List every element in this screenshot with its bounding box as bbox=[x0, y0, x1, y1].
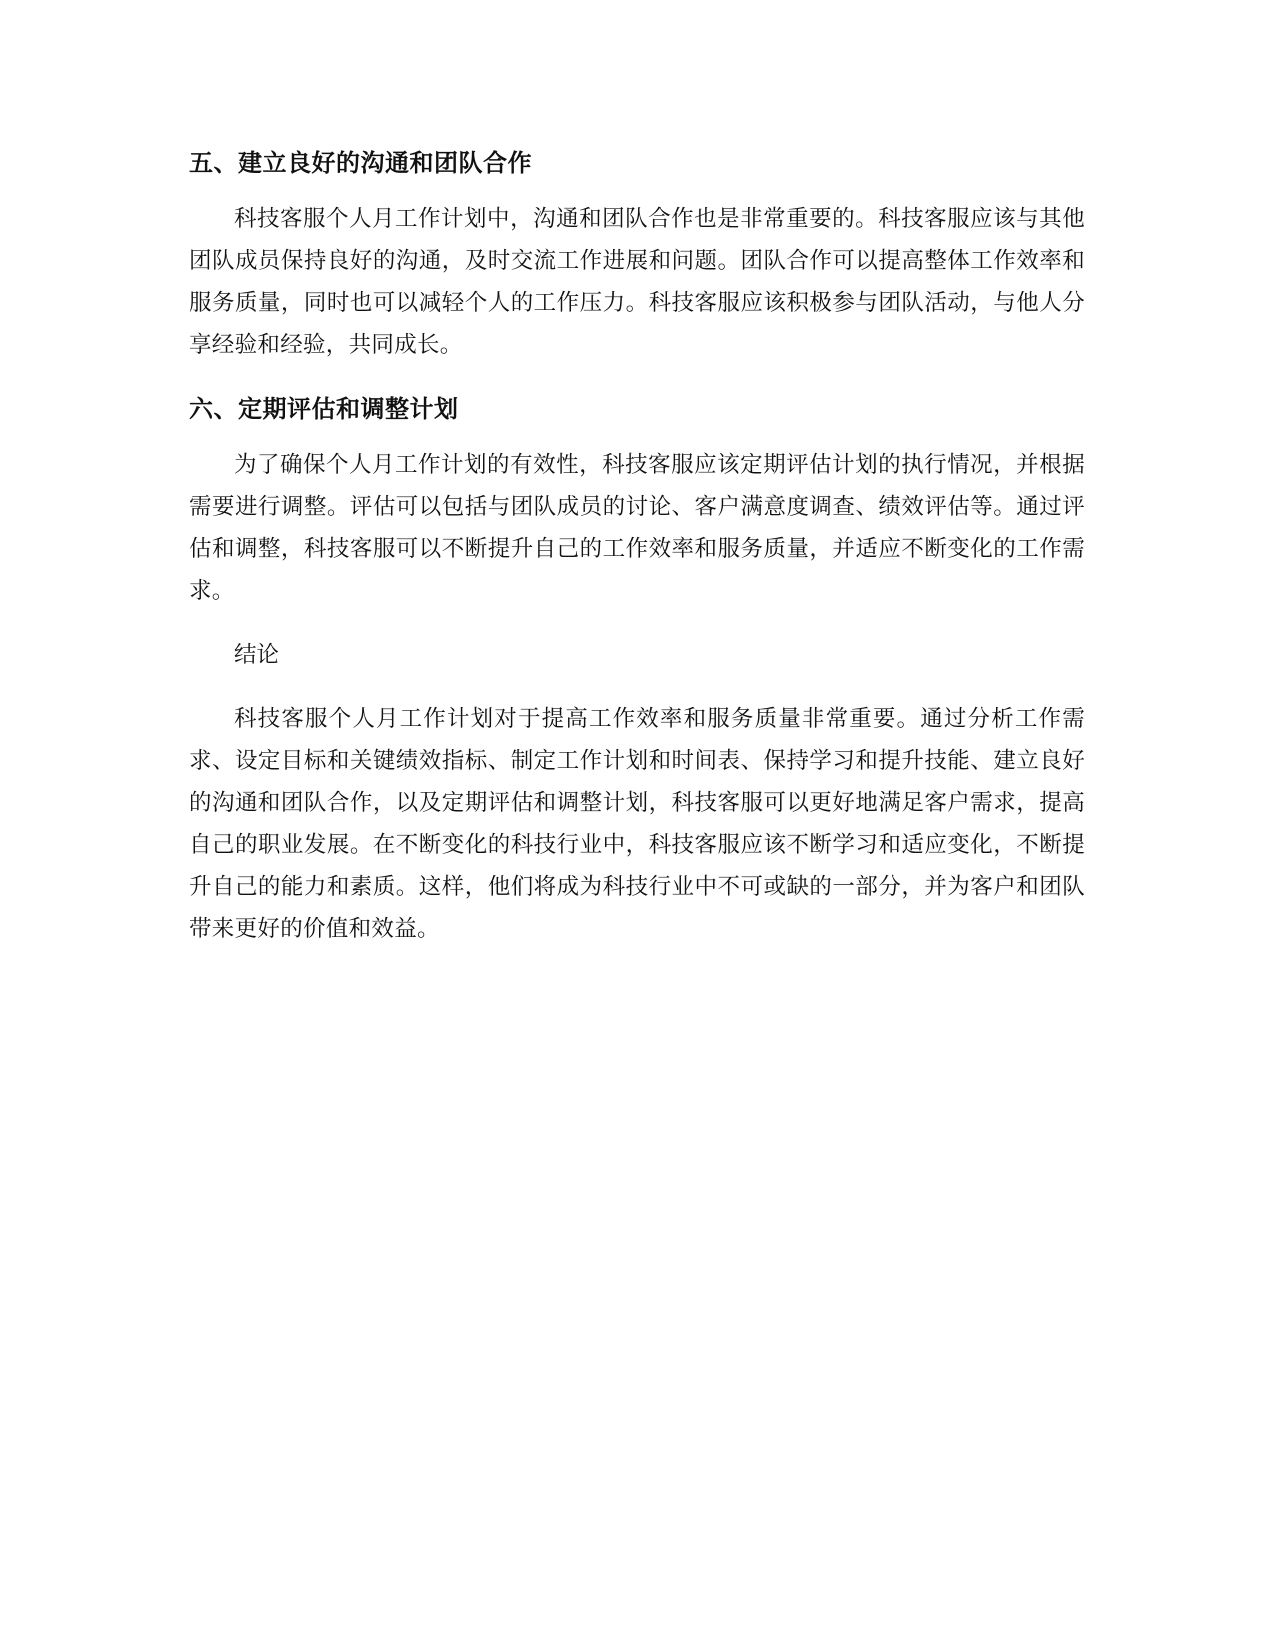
section-heading-5: 五、建立良好的沟通和团队合作 bbox=[189, 149, 532, 177]
section-paragraph-5: 科技客服个人月工作计划中，沟通和团队合作也是非常重要的。科技客服应该与其他团队成员保持良好的沟通，及时交流工作进展和问题。团队合作可以提高整体工作效率和服务质量，同时也可以减轻个人的工作压力。科技客服应该积极参与团队活动，与他人分享经验和经验，共同成长。 bbox=[189, 206, 1085, 358]
conclusion-paragraph: 科技客服个人月工作计划对于提高工作效率和服务质量非常重要。通过分析工作需求、设定目标和关键绩效指标、制定工作计划和时间表、保持学习和提升技能、建立良好的沟通和团队合作，以及定期评估和调整计划，科技客服可以更好地满足客户需求，提高自己的职业发展。在不断变化的科技行业中，科技客服应该不断学习和适应变化，不断提升自己的能力和素质。这样，他们将成为科技行业中不可或缺的一部分，并为客户和团队带来更好的价值和效益。 bbox=[189, 706, 1085, 942]
section-heading-6: 六、定期评估和调整计划 bbox=[189, 395, 459, 423]
document-body bbox=[189, 142, 1085, 972]
section-paragraph-6: 为了确保个人月工作计划的有效性，科技客服应该定期评估计划的执行情况，并根据需要进行调整。评估可以包括与团队成员的讨论、客户满意度调查、绩效评估等。通过评估和调整，科技客服可以不断提升自己的工作效率和服务质量，并适应不断变化的工作需求。 bbox=[189, 452, 1085, 604]
conclusion-label: 结论 bbox=[234, 642, 280, 668]
